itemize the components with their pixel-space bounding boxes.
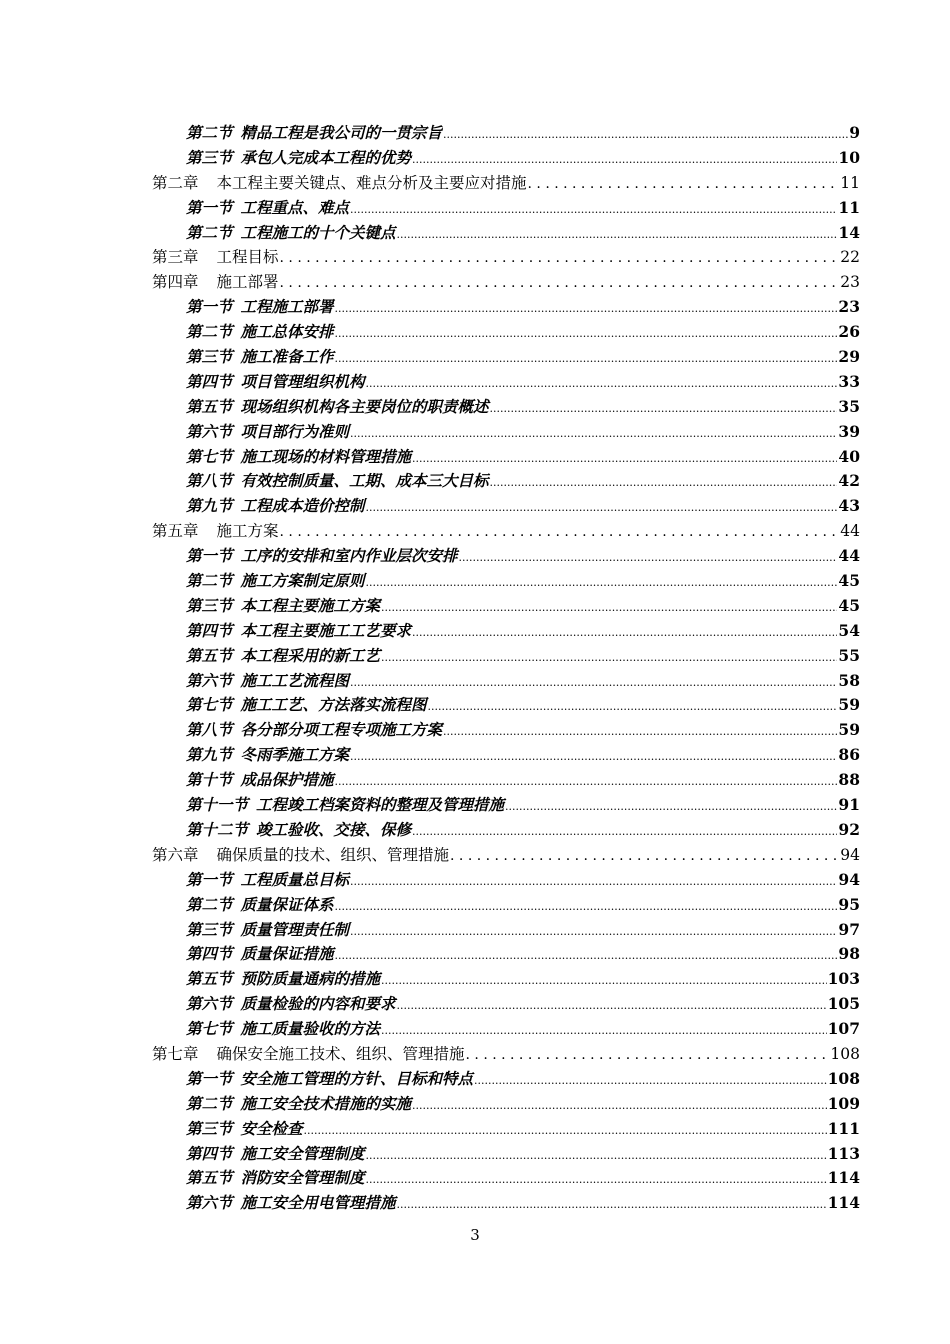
- toc-entry-label: [152, 519, 279, 544]
- toc-entry-label: [186, 594, 380, 619]
- toc-entry-label: [152, 171, 527, 196]
- toc-page-number: 111: [827, 1118, 860, 1138]
- toc-entry-title: 质量保证体系: [240, 894, 334, 914]
- toc-page-number: 92: [838, 819, 860, 839]
- toc-page-number: 113: [827, 1143, 860, 1163]
- toc-entry-label: [186, 868, 349, 893]
- toc-page-number: 114: [827, 1168, 860, 1188]
- toc-entry-number: 第八节: [186, 720, 233, 740]
- toc-section-entry[interactable]: [152, 1142, 860, 1167]
- toc-entry-number: 第七节: [186, 695, 233, 715]
- toc-entry-number: 第七章: [152, 1044, 199, 1063]
- toc-section-entry[interactable]: [152, 1092, 860, 1117]
- toc-entry-title: 安全施工管理的方针、目标和特点: [240, 1068, 474, 1088]
- toc-entry-title: 施工工艺流程图: [240, 670, 350, 690]
- toc-dot-leader: [412, 1092, 827, 1119]
- toc-entry-label: [186, 295, 334, 320]
- toc-entry-title: 本工程主要施工工艺要求: [240, 620, 412, 640]
- toc-entry-number: 第二节: [186, 571, 233, 591]
- toc-section-entry[interactable]: [152, 420, 860, 445]
- toc-entry-number: 第四章: [152, 273, 199, 292]
- toc-section-entry[interactable]: [152, 445, 860, 470]
- toc-entry-number: 第三节: [186, 919, 233, 939]
- toc-page-number: 45: [838, 571, 860, 591]
- toc-entry-label: [186, 718, 442, 743]
- toc-page-number: 23: [840, 273, 860, 292]
- toc-page-number: 26: [838, 322, 860, 342]
- toc-section-entry[interactable]: [152, 221, 860, 246]
- toc-entry-number: 第一节: [186, 546, 233, 566]
- toc-entry-number: 第四节: [186, 1143, 233, 1163]
- toc-entry-title: 施工工艺、方法落实流程图: [240, 695, 427, 715]
- toc-entry-label: [152, 1042, 465, 1067]
- toc-entry-number: 第六节: [186, 421, 233, 441]
- toc-entry-label: [186, 420, 349, 445]
- toc-page-number: 43: [838, 496, 860, 516]
- toc-entry-number: 第六节: [186, 670, 233, 690]
- toc-section-entry[interactable]: [152, 1017, 860, 1042]
- toc-page-number: 97: [838, 919, 860, 939]
- toc-section-entry[interactable]: [152, 693, 860, 718]
- toc-entry-title: 项目部行为准则: [240, 421, 350, 441]
- toc-chapter-entry[interactable]: [152, 1042, 860, 1067]
- toc-entry-number: 第十节: [186, 770, 233, 790]
- toc-entry-title: 质量保证措施: [240, 944, 334, 964]
- toc-entry-number: 第十一节: [186, 795, 249, 815]
- toc-page-number: 109: [827, 1093, 860, 1113]
- toc-section-entry[interactable]: [152, 992, 860, 1017]
- toc-entry-label: [186, 469, 489, 494]
- toc-chapter-entry[interactable]: [152, 519, 860, 544]
- toc-page-number: 105: [827, 994, 860, 1014]
- toc-page-number: 23: [838, 297, 860, 317]
- toc-dot-leader: [350, 669, 837, 696]
- toc-section-entry[interactable]: [152, 320, 860, 345]
- toc-entry-title: 竣工验收、交接、保修: [256, 819, 412, 839]
- toc-section-entry[interactable]: [152, 619, 860, 644]
- toc-entry-number: 第六节: [186, 994, 233, 1014]
- toc-section-entry[interactable]: [152, 146, 860, 171]
- toc-entry-label: [186, 918, 349, 943]
- toc-dot-leader: [450, 843, 839, 869]
- toc-dot-leader: [474, 1067, 827, 1094]
- toc-entry-label: [152, 843, 449, 868]
- toc-section-entry[interactable]: [152, 494, 860, 519]
- toc-entry-title: 施工现场的材料管理措施: [240, 446, 412, 466]
- toc-entry-number: 第五节: [186, 969, 233, 989]
- toc-entry-number: 第七节: [186, 1019, 233, 1039]
- toc-page-number: 94: [840, 845, 860, 864]
- toc-page-number: 98: [838, 944, 860, 964]
- toc-dot-leader: [443, 718, 837, 745]
- toc-dot-leader: [412, 818, 837, 845]
- toc-entry-title: 成品保护措施: [240, 770, 334, 790]
- toc-entry-title: 施工方案: [216, 522, 279, 541]
- toc-dot-leader: [428, 693, 838, 720]
- toc-entry-number: 第一节: [186, 1068, 233, 1088]
- toc-entry-number: 第六章: [152, 845, 199, 864]
- toc-page-number: 9: [849, 123, 860, 142]
- toc-dot-leader: [459, 544, 838, 571]
- toc-dot-leader: [350, 420, 837, 447]
- toc-chapter-entry[interactable]: [152, 171, 860, 196]
- toc-entry-number: 第三节: [186, 347, 233, 367]
- toc-entry-label: [186, 569, 365, 594]
- toc-entry-title: 施工安全用电管理措施: [240, 1193, 396, 1213]
- toc-entry-label: [186, 146, 411, 171]
- toc-dot-leader: [366, 1142, 827, 1169]
- toc-page-number: 33: [838, 371, 860, 391]
- toc-section-entry[interactable]: [152, 942, 860, 967]
- toc-entry-number: 第三节: [186, 595, 233, 615]
- toc-entry-number: 第四节: [186, 944, 233, 964]
- toc-entry-label: [186, 1067, 473, 1092]
- toc-entry-label: [186, 669, 349, 694]
- toc-entry-label: [186, 221, 396, 246]
- toc-page-number: 107: [827, 1019, 860, 1039]
- toc-chapter-entry[interactable]: [152, 843, 860, 868]
- toc-dot-leader: [366, 1166, 827, 1193]
- toc-entry-title: 确保质量的技术、组织、管理措施: [216, 845, 450, 864]
- table-of-contents: [152, 121, 860, 1216]
- toc-dot-leader: [490, 395, 838, 422]
- toc-entry-label: [186, 967, 380, 992]
- toc-section-entry[interactable]: [152, 893, 860, 918]
- toc-dot-leader: [466, 1042, 830, 1068]
- toc-entry-number: 第七节: [186, 446, 233, 466]
- toc-section-entry[interactable]: [152, 793, 860, 818]
- toc-dot-leader: [397, 992, 827, 1019]
- toc-dot-leader: [280, 519, 840, 545]
- toc-section-entry[interactable]: [152, 544, 860, 569]
- toc-dot-leader: [366, 569, 838, 596]
- toc-entry-number: 第二章: [152, 173, 199, 192]
- toc-dot-leader: [397, 1191, 827, 1218]
- toc-page-number: 22: [840, 248, 860, 267]
- toc-entry-title: 本工程主要施工方案: [240, 595, 381, 615]
- toc-entry-title: 工序的安排和室内作业层次安排: [240, 546, 458, 566]
- toc-section-entry[interactable]: [152, 1191, 860, 1216]
- toc-dot-leader: [381, 967, 827, 994]
- toc-dot-leader: [528, 171, 840, 197]
- toc-entry-title: 本工程采用的新工艺: [240, 645, 381, 665]
- toc-dot-leader: [366, 370, 838, 397]
- toc-entry-label: [186, 370, 365, 395]
- toc-entry-title: 施工质量验收的方法: [240, 1019, 381, 1039]
- page-number: 3: [470, 1226, 480, 1244]
- toc-entry-label: [186, 1191, 396, 1216]
- toc-dot-leader: [350, 868, 837, 895]
- toc-entry-title: 安全检查: [240, 1118, 303, 1138]
- toc-entry-number: 第九节: [186, 496, 233, 516]
- toc-entry-label: [186, 893, 334, 918]
- toc-entry-title: 各分部分项工程专项施工方案: [240, 720, 443, 740]
- toc-dot-leader: [350, 196, 837, 223]
- toc-entry-number: 第八节: [186, 471, 233, 491]
- toc-entry-title: 工程质量总目标: [240, 869, 350, 889]
- toc-page-number: 10: [838, 147, 860, 167]
- toc-dot-leader: [280, 245, 840, 271]
- toc-entry-title: 质量管理责任制: [240, 919, 350, 939]
- toc-dot-leader: [397, 221, 838, 248]
- toc-dot-leader: [412, 619, 837, 646]
- toc-page-number: 86: [838, 745, 860, 765]
- toc-entry-label: [186, 1142, 365, 1167]
- toc-page-number: 45: [838, 595, 860, 615]
- toc-entry-title: 消防安全管理制度: [240, 1168, 365, 1188]
- toc-section-entry[interactable]: [152, 395, 860, 420]
- toc-section-entry[interactable]: [152, 469, 860, 494]
- toc-dot-leader: [335, 768, 838, 795]
- toc-section-entry[interactable]: [152, 669, 860, 694]
- toc-entry-label: [186, 494, 365, 519]
- toc-entry-label: [186, 320, 334, 345]
- toc-entry-number: 第三节: [186, 147, 233, 167]
- toc-section-entry[interactable]: [152, 718, 860, 743]
- toc-entry-title: 承包人完成本工程的优势: [240, 147, 412, 167]
- toc-dot-leader: [381, 644, 837, 671]
- toc-entry-title: 冬雨季施工方案: [240, 745, 350, 765]
- toc-page-number: 11: [838, 197, 860, 217]
- toc-section-entry[interactable]: [152, 370, 860, 395]
- toc-entry-label: [186, 693, 427, 718]
- toc-entry-title: 施工方案制定原则: [240, 571, 365, 591]
- toc-page-number: 108: [830, 1044, 860, 1063]
- toc-page-number: 108: [827, 1068, 860, 1088]
- toc-entry-title: 精品工程是我公司的一贯宗旨: [240, 123, 443, 142]
- toc-section-entry[interactable]: [152, 295, 860, 320]
- toc-dot-leader: [335, 295, 838, 322]
- toc-entry-label: [186, 992, 396, 1017]
- toc-entry-label: [186, 942, 334, 967]
- toc-entry-title: 工程重点、难点: [240, 197, 350, 217]
- toc-entry-title: 施工准备工作: [240, 347, 334, 367]
- toc-dot-leader: [505, 793, 837, 820]
- toc-dot-leader: [335, 942, 838, 969]
- toc-chapter-entry[interactable]: [152, 245, 860, 270]
- toc-entry-number: 第二节: [186, 123, 233, 142]
- toc-entry-label: [186, 743, 349, 768]
- toc-page-number: 95: [838, 894, 860, 914]
- toc-entry-number: 第二节: [186, 322, 233, 342]
- toc-entry-label: [186, 196, 349, 221]
- toc-entry-title: 工程成本造价控制: [240, 496, 365, 516]
- toc-entry-title: 确保安全施工技术、组织、管理措施: [216, 1044, 465, 1063]
- toc-entry-label: [186, 1166, 365, 1191]
- toc-entry-number: 第一节: [186, 197, 233, 217]
- toc-entry-number: 第二节: [186, 894, 233, 914]
- toc-entry-title: 工程竣工档案资料的整理及管理措施: [256, 795, 505, 815]
- toc-page-number: 58: [838, 670, 860, 690]
- toc-entry-title: 项目管理组织机构: [240, 371, 365, 391]
- toc-entry-title: 工程施工部署: [240, 297, 334, 317]
- toc-entry-title: 质量检验的内容和要求: [240, 994, 396, 1014]
- toc-section-entry[interactable]: [152, 1067, 860, 1092]
- toc-section-entry[interactable]: [152, 918, 860, 943]
- toc-page-number: 114: [827, 1193, 860, 1213]
- toc-entry-number: 第二节: [186, 222, 233, 242]
- toc-section-entry[interactable]: [152, 345, 860, 370]
- toc-entry-number: 第十二节: [186, 819, 249, 839]
- toc-section-entry[interactable]: [152, 1117, 860, 1142]
- toc-entry-number: 第九节: [186, 745, 233, 765]
- toc-page-number: 11: [840, 173, 860, 192]
- toc-dot-leader: [443, 121, 848, 148]
- toc-page-number: 54: [838, 620, 860, 640]
- toc-entry-label: [186, 1092, 411, 1117]
- toc-dot-leader: [350, 918, 837, 945]
- toc-section-entry[interactable]: [152, 1166, 860, 1191]
- toc-entry-number: 第五章: [152, 522, 199, 541]
- toc-entry-label: [152, 270, 279, 295]
- toc-section-entry[interactable]: [152, 743, 860, 768]
- toc-entry-number: 第一节: [186, 297, 233, 317]
- toc-entry-title: 现场组织机构各主要岗位的职责概述: [240, 396, 489, 416]
- toc-entry-title: 预防质量通病的措施: [240, 969, 381, 989]
- toc-page-number: 91: [838, 795, 860, 815]
- toc-page-number: 55: [838, 645, 860, 665]
- toc-page-number: 42: [838, 471, 860, 491]
- toc-page-number: 44: [840, 522, 860, 541]
- toc-page-number: 39: [838, 421, 860, 441]
- toc-entry-label: [186, 793, 504, 818]
- toc-entry-number: 第二节: [186, 1093, 233, 1113]
- toc-dot-leader: [412, 445, 837, 472]
- toc-entry-label: [186, 445, 411, 470]
- toc-dot-leader: [381, 594, 837, 621]
- toc-page-number: 94: [838, 869, 860, 889]
- toc-entry-label: [186, 619, 411, 644]
- toc-entry-title: 施工部署: [216, 273, 279, 292]
- toc-section-entry[interactable]: [152, 818, 860, 843]
- toc-page-number: 14: [838, 222, 860, 242]
- toc-entry-number: 第三节: [186, 1118, 233, 1138]
- toc-section-entry[interactable]: [152, 121, 860, 146]
- toc-entry-label: [186, 818, 411, 843]
- toc-entry-number: 第四节: [186, 371, 233, 391]
- toc-entry-title: 施工安全管理制度: [240, 1143, 365, 1163]
- toc-entry-label: [186, 768, 334, 793]
- toc-entry-title: 施工总体安排: [240, 322, 334, 342]
- toc-section-entry[interactable]: [152, 196, 860, 221]
- toc-entry-title: 工程目标: [216, 248, 279, 267]
- toc-entry-number: 第六节: [186, 1193, 233, 1213]
- toc-dot-leader: [381, 1017, 827, 1044]
- toc-page-number: 88: [838, 770, 860, 790]
- toc-dot-leader: [350, 743, 837, 770]
- toc-entry-label: [186, 544, 458, 569]
- toc-dot-leader: [335, 320, 838, 347]
- toc-entry-number: 第五节: [186, 645, 233, 665]
- toc-page-number: 40: [838, 446, 860, 466]
- toc-page-number: 103: [827, 969, 860, 989]
- toc-dot-leader: [366, 494, 838, 521]
- toc-dot-leader: [335, 893, 838, 920]
- toc-dot-leader: [304, 1117, 827, 1144]
- toc-entry-number: 第五节: [186, 396, 233, 416]
- toc-entry-number: 第四节: [186, 620, 233, 640]
- toc-section-entry[interactable]: [152, 768, 860, 793]
- toc-entry-title: 工程施工的十个关键点: [240, 222, 396, 242]
- toc-section-entry[interactable]: [152, 569, 860, 594]
- toc-section-entry[interactable]: [152, 644, 860, 669]
- toc-page-number: 44: [838, 546, 860, 566]
- toc-section-entry[interactable]: [152, 594, 860, 619]
- toc-page-number: 35: [838, 396, 860, 416]
- toc-entry-number: 第三章: [152, 248, 199, 267]
- toc-dot-leader: [490, 469, 838, 496]
- toc-page-number: 59: [838, 695, 860, 715]
- toc-section-entry[interactable]: [152, 868, 860, 893]
- toc-section-entry[interactable]: [152, 967, 860, 992]
- toc-entry-label: [186, 644, 380, 669]
- toc-entry-number: 第一节: [186, 869, 233, 889]
- toc-entry-label: [186, 1017, 380, 1042]
- toc-entry-label: [186, 121, 442, 146]
- toc-entry-title: 本工程主要关键点、难点分析及主要应对措施: [216, 173, 527, 192]
- toc-entry-number: 第五节: [186, 1168, 233, 1188]
- toc-entry-title: 有效控制质量、工期、成本三大目标: [240, 471, 489, 491]
- toc-page-number: 59: [838, 720, 860, 740]
- toc-dot-leader: [412, 146, 837, 173]
- toc-chapter-entry[interactable]: [152, 270, 860, 295]
- toc-dot-leader: [280, 270, 840, 296]
- toc-dot-leader: [335, 345, 838, 372]
- toc-entry-label: [186, 345, 334, 370]
- toc-page-number: 29: [838, 347, 860, 367]
- toc-entry-label: [186, 395, 489, 420]
- toc-entry-label: [186, 1117, 303, 1142]
- toc-entry-label: [152, 245, 279, 270]
- toc-entry-title: 施工安全技术措施的实施: [240, 1093, 412, 1113]
